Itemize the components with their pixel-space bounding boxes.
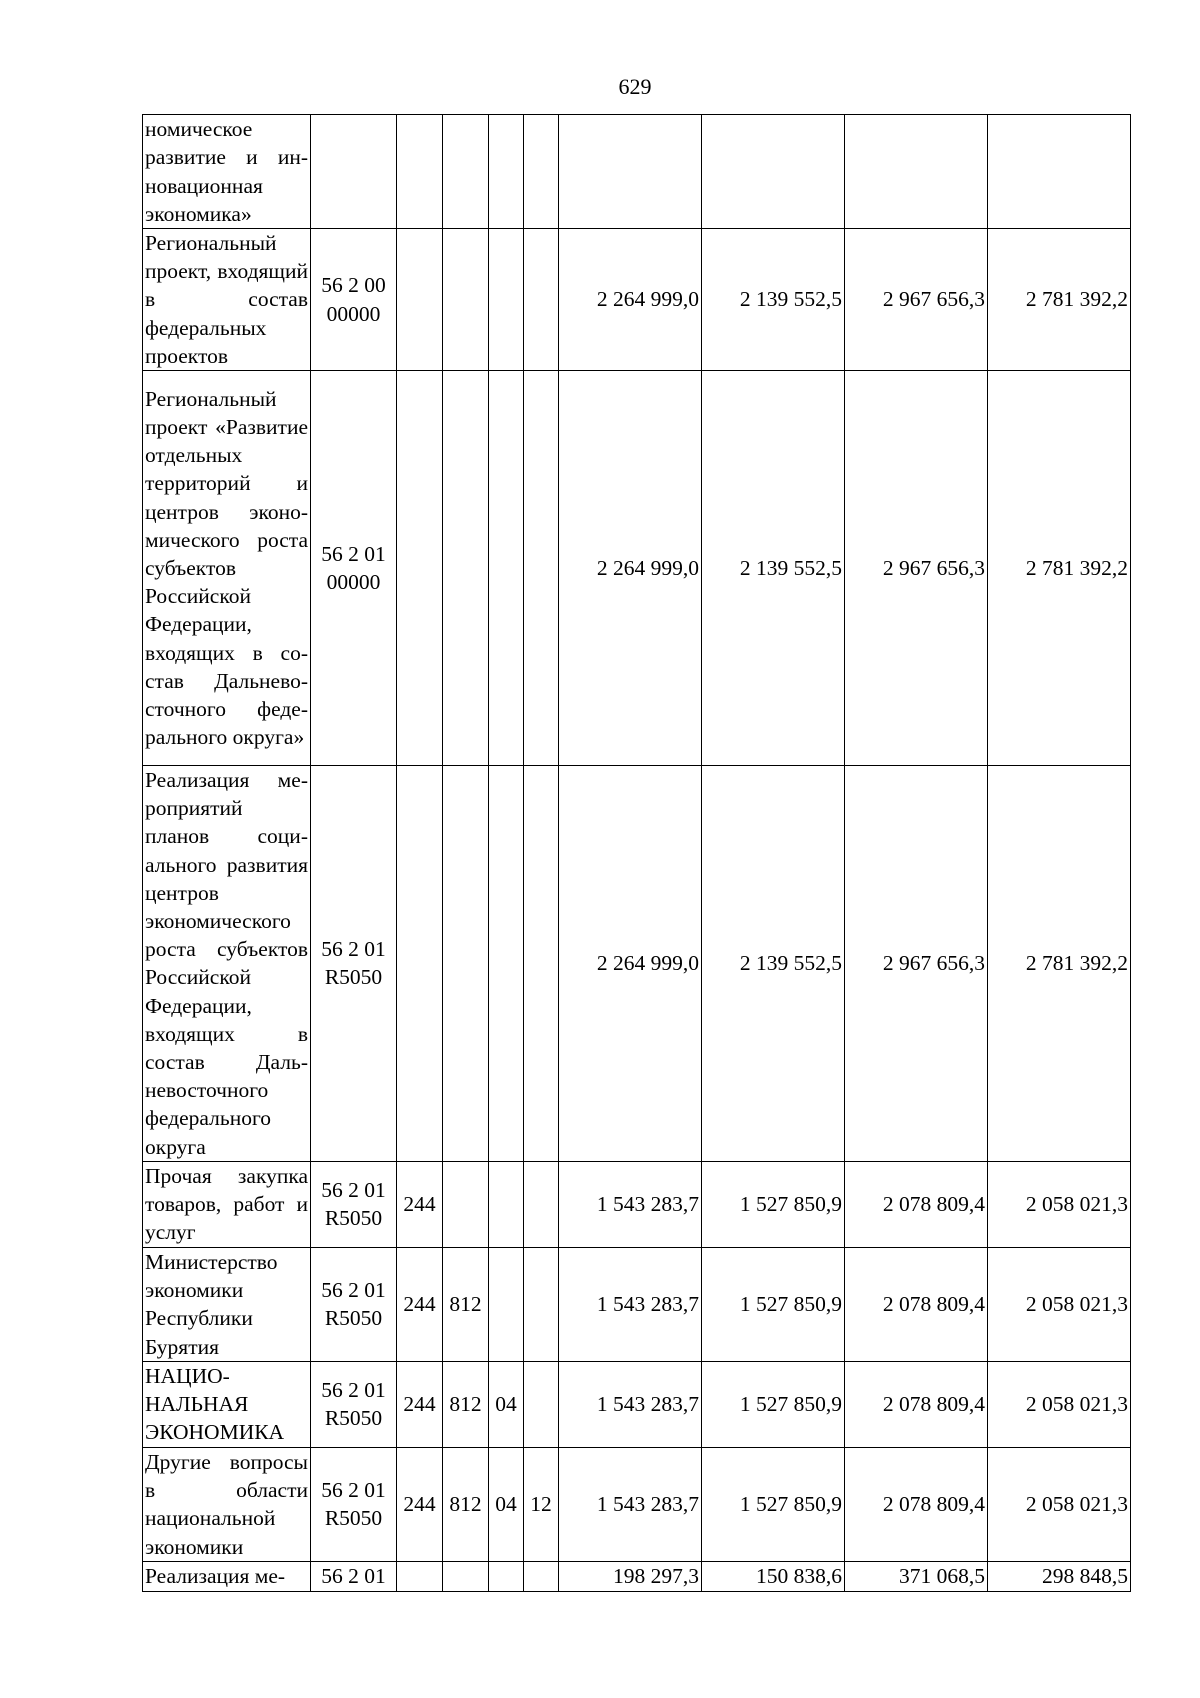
value-year-1: 2 264 999,0	[559, 229, 702, 371]
grbs-code	[443, 115, 489, 229]
value-year-4: 2 058 021,3	[988, 1161, 1131, 1247]
table-row	[143, 766, 1131, 1162]
budget-table	[142, 114, 1131, 1592]
csr-code: 56 2 01 R5050	[311, 1447, 397, 1561]
table-row	[143, 1161, 1131, 1247]
csr-code: 56 2 01 00000	[311, 371, 397, 766]
grbs-code	[443, 766, 489, 1162]
rz-code	[489, 229, 524, 371]
value-year-1	[559, 115, 702, 229]
value-year-3: 2 078 809,4	[845, 1161, 988, 1247]
value-year-4	[988, 115, 1131, 229]
table-row	[143, 115, 1131, 229]
vr-code: 244	[397, 1447, 443, 1561]
table-row	[143, 229, 1131, 371]
grbs-code	[443, 1161, 489, 1247]
table-row	[143, 1561, 1131, 1591]
value-year-1: 198 297,3	[559, 1561, 702, 1591]
pr-code	[524, 1561, 559, 1591]
csr-code: 56 2 01 R5050	[311, 1247, 397, 1361]
grbs-code: 812	[443, 1361, 489, 1447]
row-name: Реализация мероприятий планов социального развития центров экономического роста субъектов Российской Федерации, входящих в состав Дальневосточного федерального округа	[143, 766, 311, 1162]
row-name: Региональный проект, входящий в состав федеральных проектов	[143, 229, 311, 371]
value-year-2	[702, 115, 845, 229]
value-year-3: 2 078 809,4	[845, 1447, 988, 1561]
vr-code	[397, 115, 443, 229]
vr-code: 244	[397, 1247, 443, 1361]
value-year-4: 2 781 392,2	[988, 766, 1131, 1162]
grbs-code: 812	[443, 1447, 489, 1561]
value-year-4: 298 848,5	[988, 1561, 1131, 1591]
value-year-3: 2 967 656,3	[845, 766, 988, 1162]
rz-code	[489, 766, 524, 1162]
vr-code	[397, 766, 443, 1162]
value-year-3: 2 078 809,4	[845, 1361, 988, 1447]
value-year-3	[845, 115, 988, 229]
row-name: Другие вопросы в области национальной экономики	[143, 1447, 311, 1561]
csr-code: 56 2 01	[311, 1561, 397, 1591]
value-year-3: 2 967 656,3	[845, 371, 988, 766]
page-number: 629	[618, 74, 652, 99]
csr-code: 56 2 01 R5050	[311, 1161, 397, 1247]
grbs-code	[443, 229, 489, 371]
vr-code	[397, 371, 443, 766]
table-row	[143, 1247, 1131, 1361]
value-year-2: 1 527 850,9	[702, 1447, 845, 1561]
value-year-1: 1 543 283,7	[559, 1447, 702, 1561]
pr-code	[524, 371, 559, 766]
value-year-3: 371 068,5	[845, 1561, 988, 1591]
csr-code: 56 2 01 R5050	[311, 1361, 397, 1447]
csr-code: 56 2 01 R5050	[311, 766, 397, 1162]
row-name: Реализация ме-	[143, 1561, 311, 1591]
value-year-1: 1 543 283,7	[559, 1247, 702, 1361]
value-year-4: 2 781 392,2	[988, 371, 1131, 766]
csr-code	[311, 115, 397, 229]
value-year-1: 1 543 283,7	[559, 1161, 702, 1247]
row-name: Министерство экономики Республики Бурятия	[143, 1247, 311, 1361]
row-name: Прочая закупка товаров, работ и услуг	[143, 1161, 311, 1247]
vr-code: 244	[397, 1361, 443, 1447]
value-year-4: 2 781 392,2	[988, 229, 1131, 371]
value-year-2: 1 527 850,9	[702, 1161, 845, 1247]
row-name: Региональный проект «Развитие отдельных территорий и центров экономического роста субъектов Российской Федерации, входящих в состав Дальневосточного федерального округа»	[143, 371, 311, 766]
table-row	[143, 1447, 1131, 1561]
value-year-1: 2 264 999,0	[559, 371, 702, 766]
rz-code	[489, 115, 524, 229]
rz-code	[489, 1247, 524, 1361]
table-row	[143, 371, 1131, 766]
pr-code: 12	[524, 1447, 559, 1561]
pr-code	[524, 229, 559, 371]
value-year-1: 2 264 999,0	[559, 766, 702, 1162]
vr-code: 244	[397, 1161, 443, 1247]
value-year-2: 1 527 850,9	[702, 1361, 845, 1447]
rz-code	[489, 371, 524, 766]
value-year-4: 2 058 021,3	[988, 1361, 1131, 1447]
vr-code	[397, 229, 443, 371]
rz-code	[489, 1561, 524, 1591]
grbs-code: 812	[443, 1247, 489, 1361]
table-row	[143, 1361, 1131, 1447]
value-year-2: 2 139 552,5	[702, 229, 845, 371]
rz-code: 04	[489, 1361, 524, 1447]
row-name: номическое развитие и инновационная экономика»	[143, 115, 311, 229]
rz-code: 04	[489, 1447, 524, 1561]
grbs-code	[443, 371, 489, 766]
pr-code	[524, 1361, 559, 1447]
value-year-3: 2 967 656,3	[845, 229, 988, 371]
value-year-3: 2 078 809,4	[845, 1247, 988, 1361]
value-year-2: 150 838,6	[702, 1561, 845, 1591]
value-year-2: 2 139 552,5	[702, 766, 845, 1162]
csr-code: 56 2 00 00000	[311, 229, 397, 371]
pr-code	[524, 766, 559, 1162]
value-year-1: 1 543 283,7	[559, 1361, 702, 1447]
rz-code	[489, 1161, 524, 1247]
value-year-2: 1 527 850,9	[702, 1247, 845, 1361]
grbs-code	[443, 1561, 489, 1591]
pr-code	[524, 1247, 559, 1361]
value-year-2: 2 139 552,5	[702, 371, 845, 766]
pr-code	[524, 115, 559, 229]
vr-code	[397, 1561, 443, 1591]
value-year-4: 2 058 021,3	[988, 1247, 1131, 1361]
pr-code	[524, 1161, 559, 1247]
row-name: НАЦИОНАЛЬНАЯ ЭКОНОМИКА	[143, 1361, 311, 1447]
value-year-4: 2 058 021,3	[988, 1447, 1131, 1561]
